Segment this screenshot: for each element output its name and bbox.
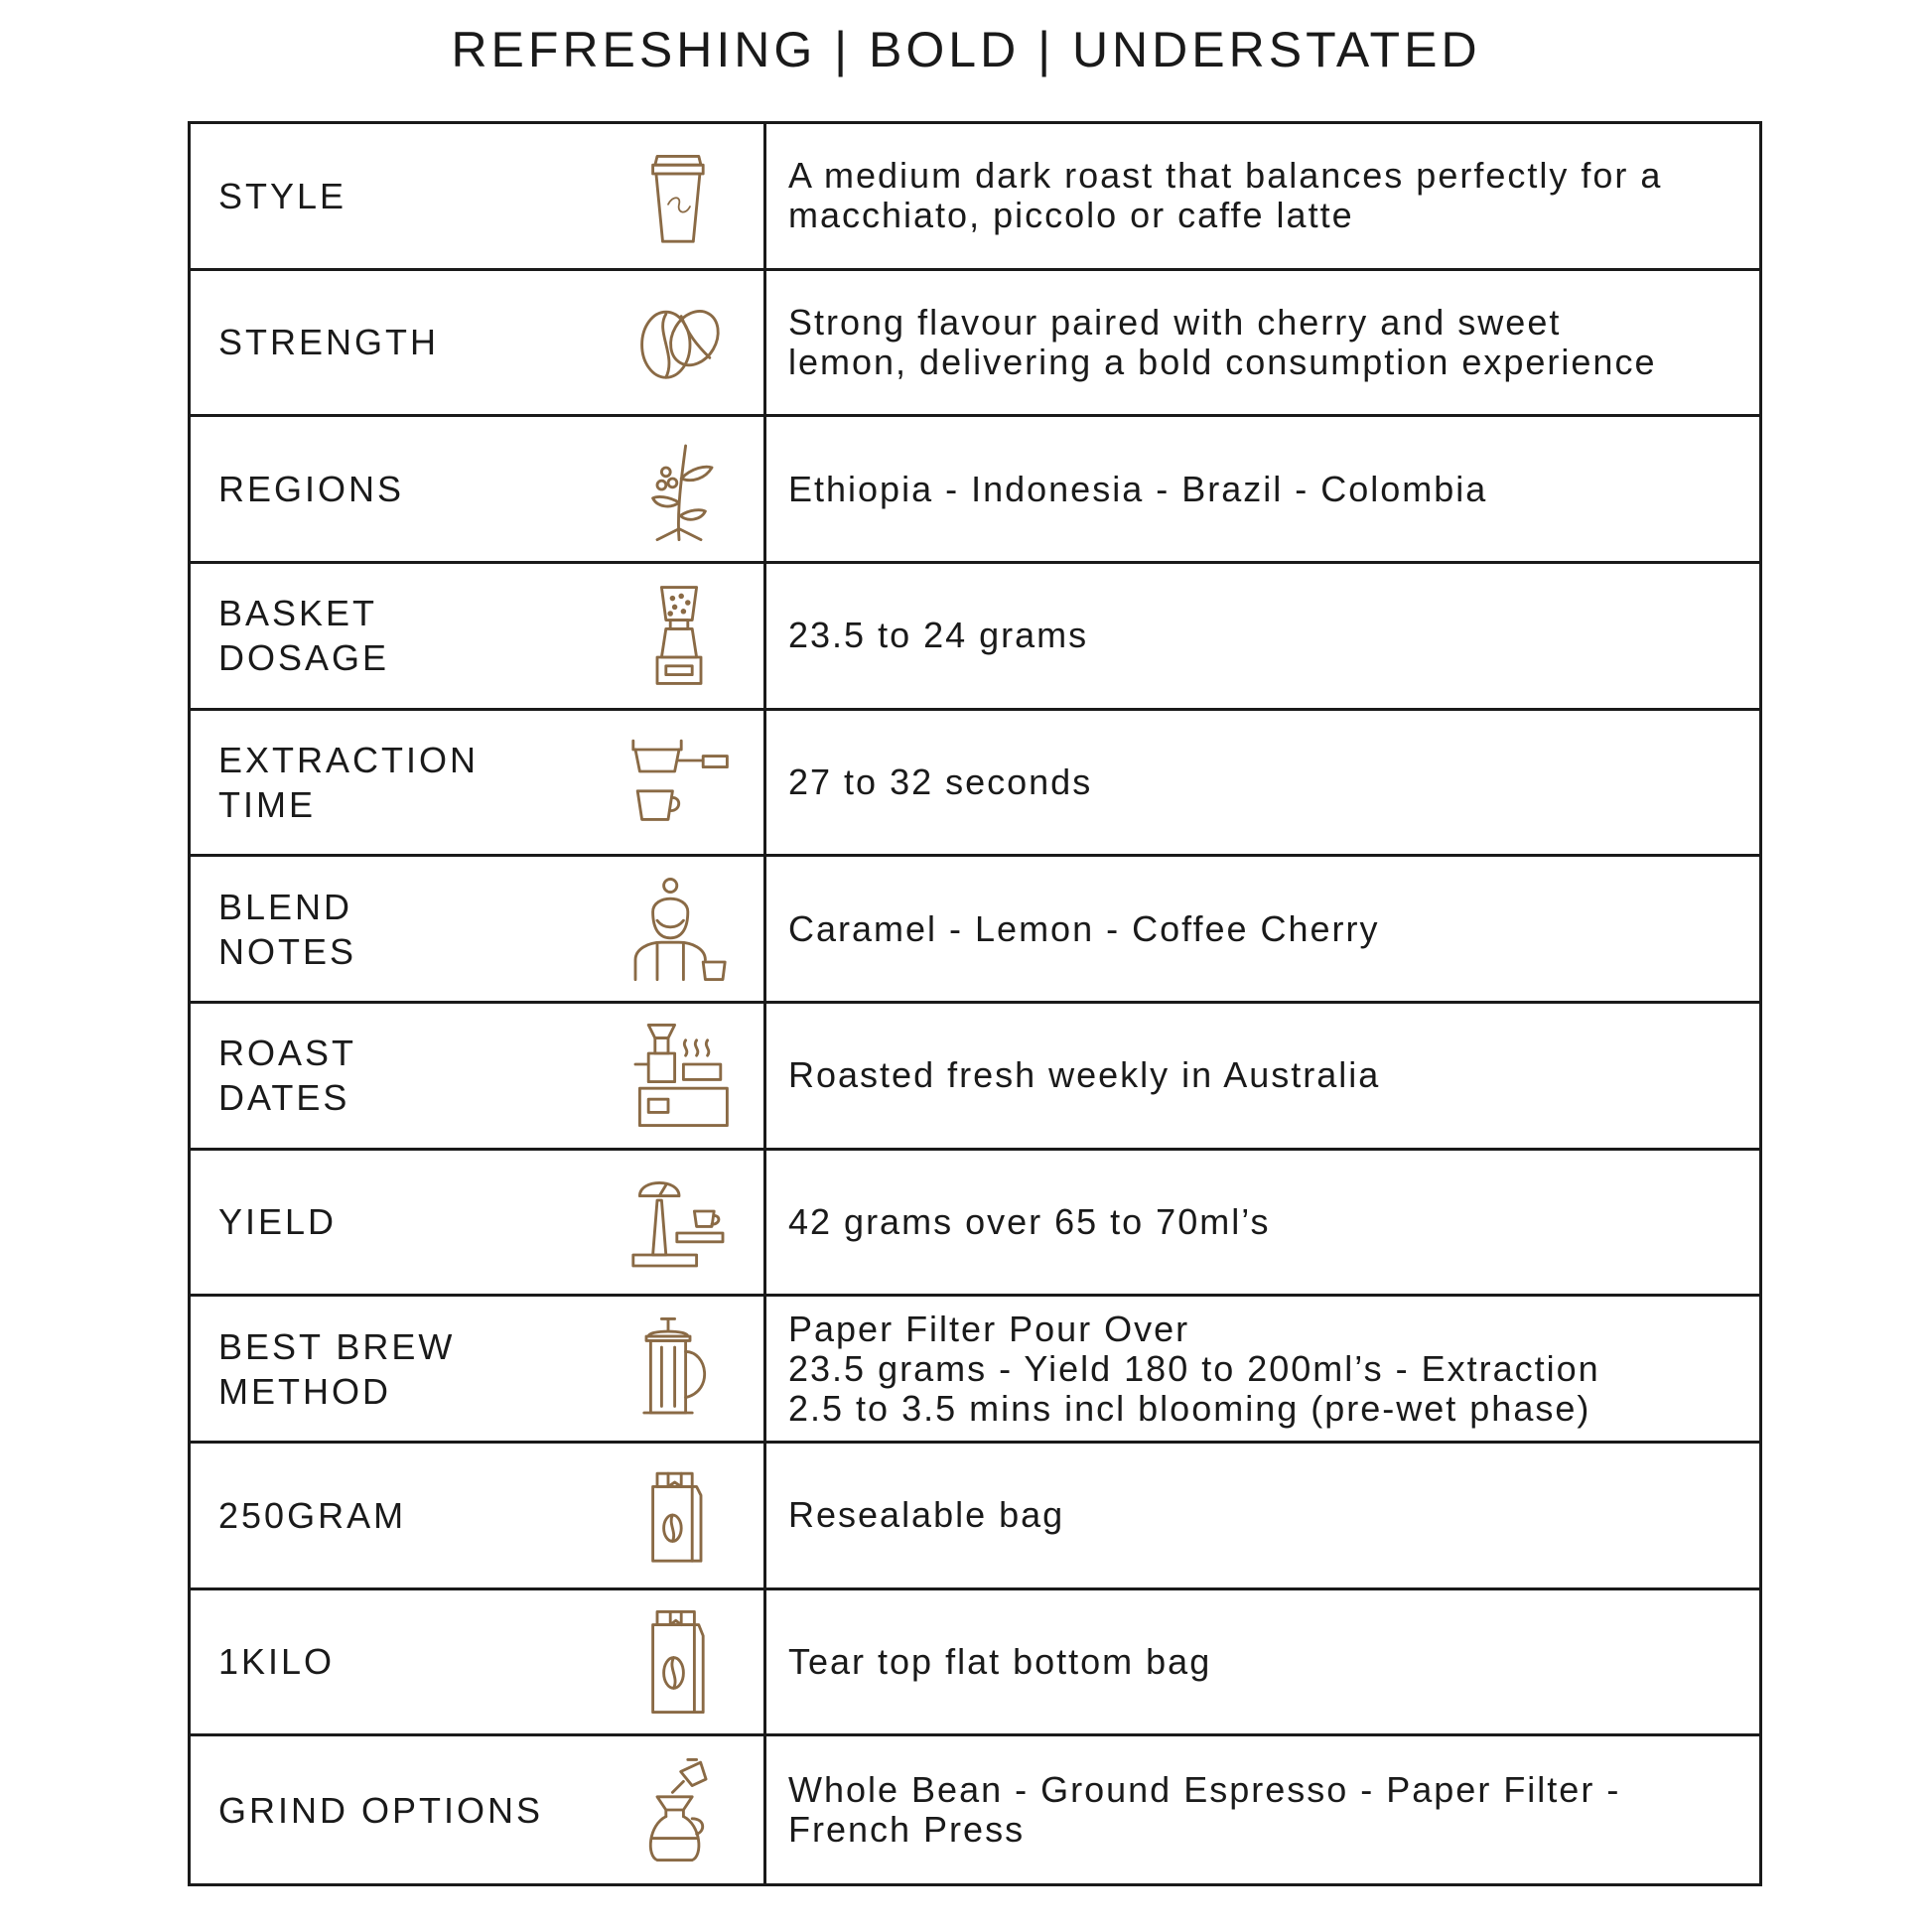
row-value: Strong flavour paired with cherry and sweet lemon, delivering a bold consumption experience <box>788 301 1657 382</box>
label-cell <box>191 1004 766 1151</box>
row-value: Tear top flat bottom bag <box>788 1640 1212 1682</box>
spec-table <box>188 121 1762 1886</box>
row-label: YIELD <box>218 1201 338 1243</box>
large-bag-icon <box>615 1600 744 1724</box>
value-cell <box>766 711 1759 858</box>
row-value: Roasted fresh weekly in Australia <box>788 1054 1381 1096</box>
label-cell <box>191 1444 766 1590</box>
label-cell <box>191 1297 766 1444</box>
label-cell <box>191 711 766 858</box>
row-label: BEST BREW METHOD <box>218 1325 456 1412</box>
row-value: Ethiopia - Indonesia - Brazil - Colombia <box>788 468 1488 509</box>
row-label: BASKET DOSAGE <box>218 593 390 679</box>
label-cell <box>191 857 766 1004</box>
coffee-beans-icon <box>615 281 744 404</box>
row-label: GRIND OPTIONS <box>218 1789 544 1831</box>
value-cell <box>766 857 1759 1004</box>
value-cell <box>766 271 1759 418</box>
french-press-icon <box>615 1308 744 1431</box>
label-cell <box>191 1151 766 1298</box>
page-title: REFRESHING | BOLD | UNDERSTATED <box>451 22 1481 77</box>
label-cell <box>191 124 766 271</box>
value-cell <box>766 564 1759 711</box>
value-cell <box>766 124 1759 271</box>
row-value: Whole Bean - Ground Espresso - Paper Filter - French Press <box>788 1769 1621 1851</box>
row-label: ROAST DATES <box>218 1033 357 1119</box>
row-label: EXTRACTION TIME <box>218 739 480 825</box>
row-label: 250GRAM <box>218 1494 407 1536</box>
value-cell <box>766 1297 1759 1444</box>
grinder-icon <box>615 574 744 697</box>
label-cell <box>191 271 766 418</box>
row-label: REGIONS <box>218 469 405 510</box>
coffee-cup-icon <box>615 134 744 257</box>
value-cell <box>766 1736 1759 1883</box>
label-cell <box>191 417 766 564</box>
small-bag-icon <box>615 1453 744 1577</box>
label-cell <box>191 564 766 711</box>
row-value: Resealable bag <box>788 1494 1065 1536</box>
scale-icon <box>615 1161 744 1284</box>
label-cell <box>191 1736 766 1883</box>
value-cell <box>766 417 1759 564</box>
row-value: 42 grams over 65 to 70ml’s <box>788 1200 1271 1242</box>
row-value: Caramel - Lemon - Coffee Cherry <box>788 907 1380 949</box>
row-label: 1KILO <box>218 1641 336 1683</box>
row-label: BLEND NOTES <box>218 886 357 972</box>
value-cell <box>766 1151 1759 1298</box>
value-cell <box>766 1444 1759 1590</box>
barista-icon <box>615 868 744 991</box>
row-label: STRENGTH <box>218 322 439 363</box>
label-cell <box>191 1590 766 1737</box>
row-value: A medium dark roast that balances perfectly for a macchiato, piccolo or caffe latte <box>788 155 1663 236</box>
coffee-plant-icon <box>615 428 744 551</box>
value-cell <box>766 1004 1759 1151</box>
portafilter-icon <box>615 721 744 844</box>
value-cell <box>766 1590 1759 1737</box>
pour-over-icon <box>615 1748 744 1871</box>
row-label: STYLE <box>218 175 347 216</box>
roaster-icon <box>615 1014 744 1137</box>
row-value: 23.5 to 24 grams <box>788 615 1089 656</box>
row-value: 27 to 32 seconds <box>788 760 1093 802</box>
row-value: Paper Filter Pour Over 23.5 grams - Yield 180 to 200ml’s - Extraction 2.5 to 3.5 mins incl blooming (pre-wet phase) <box>788 1308 1600 1429</box>
